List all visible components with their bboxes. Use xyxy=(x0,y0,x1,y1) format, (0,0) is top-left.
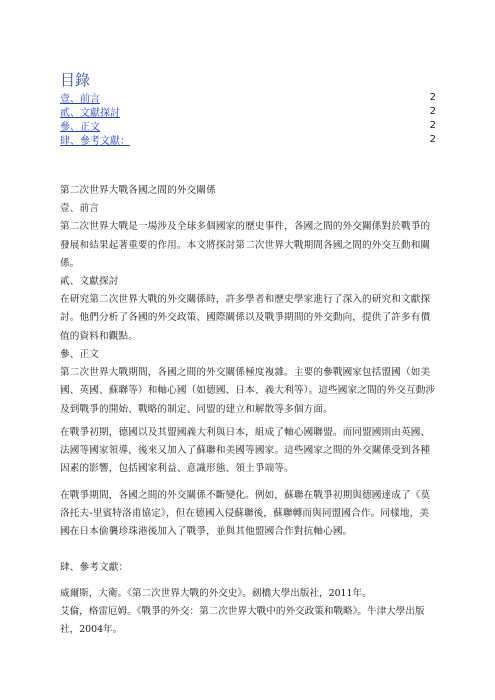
paragraph: 在研究第二次世界大戰的外交關係時，許多學者和歷史學家進行了深入的研究和文獻探討。他們分析了各國的外交政策、國際關係以及戰爭期間的外交動向，提供了許多有價值的資料和觀點。 xyxy=(60,294,431,342)
toc-page-number: 2 xyxy=(429,91,436,103)
toc-link[interactable]: 參、正文 xyxy=(60,121,100,133)
toc-entry[interactable] xyxy=(60,118,436,132)
paragraph: 第二次世界大戰期間，各國之間的外交關係極度複雜。主要的參戰國家包括盟國（如美國、英國、蘇聯等）和軸心國（如德國、日本、義大利等）。這些國家之間的外交互動涉及到戰爭的開始、戰略的制定、同盟的建立和解散等多個方面。 xyxy=(60,367,436,415)
reference-tail: 年。 xyxy=(103,624,123,635)
section-main xyxy=(60,346,436,419)
toc-link[interactable]: 貳、文獻探討 xyxy=(60,107,120,119)
document-title: 第二次世界大戰各國之間的外交關係 xyxy=(60,185,216,196)
toc-title: 目錄 xyxy=(60,71,91,89)
paragraph: 在戰爭期間，各國之間的外交關係不斷變化。例如，蘇聯在戰爭初期與德國達成了《莫洛托夫-里賓特洛甫協定》，但在德國入侵蘇聯後，蘇聯轉而與同盟國合作。同樣地，美國在日本偷襲珍珠港後加入了戰爭，並與其他盟國合作對抗軸心國。 xyxy=(60,490,431,538)
section-heading: 貳、文獻探討 xyxy=(60,276,119,287)
reference-year: 2011 xyxy=(328,588,353,599)
section-main-continued xyxy=(60,424,436,479)
reference-text: 威爾斯，大衛。《第二次世界大戰的外交史》。劍橋大學出版社， xyxy=(60,588,329,599)
toc-entry[interactable] xyxy=(60,90,436,104)
document-body xyxy=(60,182,436,273)
reference-year: 2004 xyxy=(79,624,104,635)
reference-item xyxy=(60,585,436,603)
section-literature xyxy=(60,273,436,346)
section-heading: 壹、前言 xyxy=(60,203,99,215)
reference-list xyxy=(60,585,436,639)
toc-link[interactable]: 壹、前言 xyxy=(60,93,100,105)
toc-entry[interactable] xyxy=(60,132,436,146)
reference-text: 艾倫，格雷厄姆。《戰爭的外交：第二次世界大戰中的外交政策和戰略》。牛津大學出版社， xyxy=(60,606,425,635)
section-main-continued xyxy=(60,487,436,542)
paragraph: 第二次世界大戰是一場涉及全球多個國家的歷史事件，各國之間的外交關係對於戰爭的發展和結果起著重要的作用。本文將探討第二次世界大戰期間各國之間的外交互動和關係。 xyxy=(60,221,431,269)
reference-item xyxy=(60,603,436,639)
toc-page-number: 2 xyxy=(429,133,436,145)
toc-page-number: 2 xyxy=(429,105,436,117)
toc-link[interactable]: 肆、參考文獻： xyxy=(60,135,130,147)
toc-page-number: 2 xyxy=(429,119,436,131)
section-heading: 肆、參考文獻： xyxy=(60,562,129,573)
section-references-heading xyxy=(60,559,436,577)
section-heading: 參、正文 xyxy=(60,349,99,360)
reference-tail: 年。 xyxy=(352,588,372,599)
toc-entry[interactable] xyxy=(60,104,436,118)
paragraph: 在戰爭初期，德國以及其盟國義大利與日本，組成了軸心國聯盟。而同盟國則由英國、法國等國家領導，後來又加入了蘇聯和美國等國家。這些國家之間的外交關係受到各種因素的影響，包括國家利益、意識形態、領土爭端等。 xyxy=(60,427,431,475)
